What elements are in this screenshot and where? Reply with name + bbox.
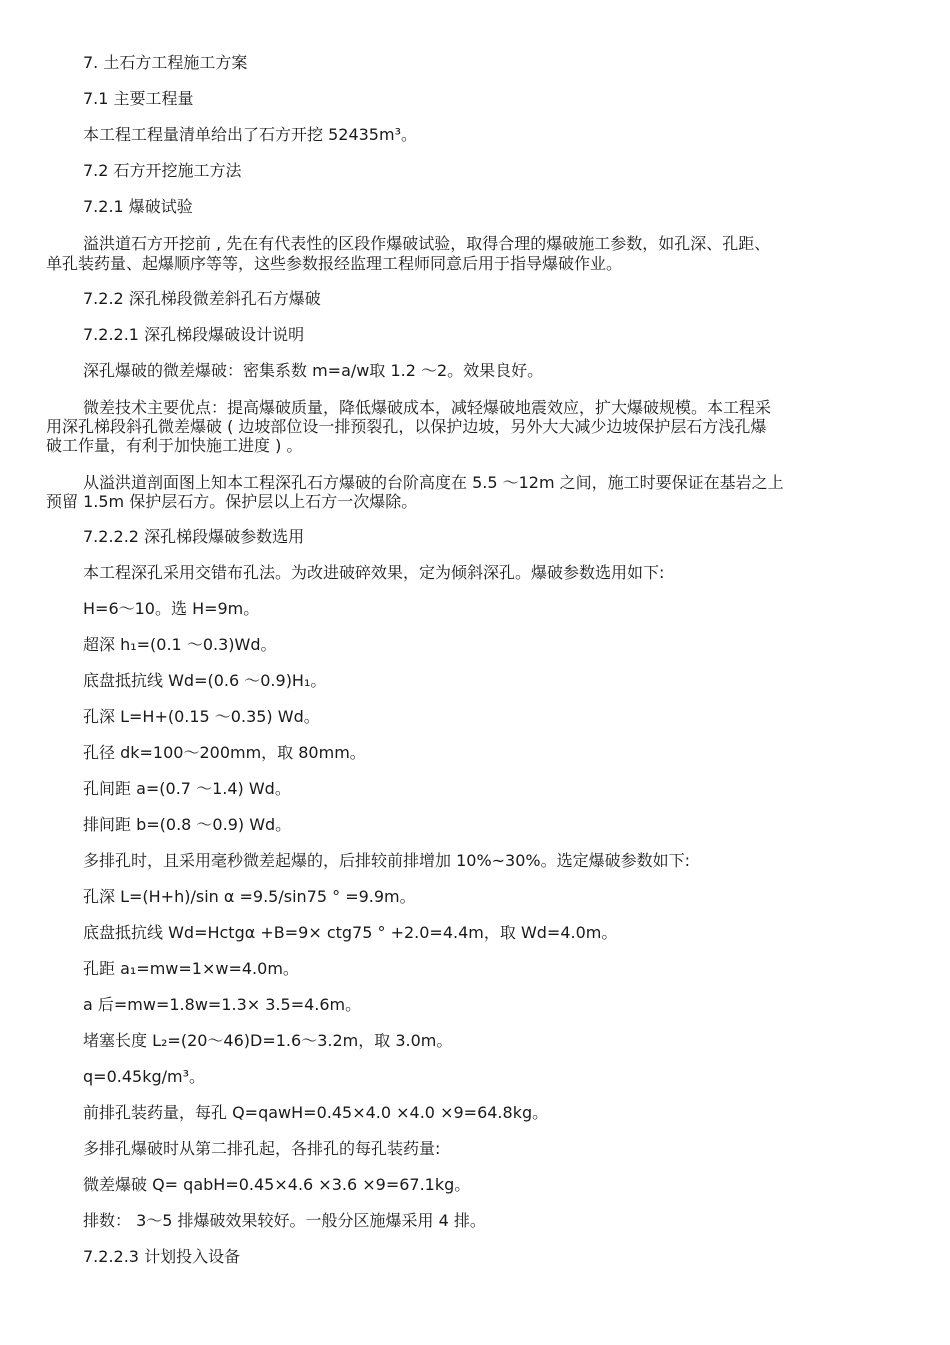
param-row-spacing: 排间距 b=(0.8 ～0.9) Wd。 [83,815,292,834]
param-toe-burden: 底盘抵抗线 Wd=(0.6 ～0.9)H₁。 [83,671,327,690]
calc-delay-charge: 微差爆破 Q= qabH=0.45×4.6 ×3.6 ×9=67.1kg。 [83,1175,471,1194]
calc-spacing-rear: a 后=mw=1.8w=1.3× 3.5=4.6m。 [83,995,362,1014]
heading-7-2-1: 7.2.1 爆破试验 [83,197,193,216]
paragraph-bench-line-2: 预留 1.5m 保护层石方。保护层以上石方一次爆除。 [46,492,418,511]
param-hole-diameter: 孔径 dk=100～200mm，取 80mm。 [83,743,366,762]
subsection-heading-7-2: 7.2 石方开挖施工方法 [83,161,242,180]
paragraph-multi-row: 多排孔时，且采用毫秒微差起爆的，后排较前排增加 10%~30%。选定爆破参数如下: [83,851,691,870]
heading-7-2-2-1: 7.2.2.1 深孔梯段爆破设计说明 [83,325,305,344]
paragraph-test-line-2: 单孔装药量、起爆顺序等等，这些参数报经监理工程师同意后用于指导爆破作业。 [46,254,623,273]
calc-powder-factor: q=0.45kg/m³。 [83,1067,206,1086]
calc-front-charge: 前排孔装药量，每孔 Q=qawH=0.45×4.0 ×4.0 ×9=64.8kg。 [83,1103,549,1122]
heading-7-2-2: 7.2.2 深孔梯段微差斜孔石方爆破 [83,289,321,308]
param-hole-spacing: 孔间距 a=(0.7 ～1.4) Wd。 [83,779,291,798]
paragraph-advantages-line-2: 用深孔梯段斜孔微差爆破 ( 边坡部位设一排预裂孔，以保护边坡，另外大大减少边坡保护层石方浅孔爆 [46,417,767,436]
calc-spacing-front: 孔距 a₁=mw=1×w=4.0m。 [83,959,299,978]
paragraph-row-count: 排数： 3～5 排爆破效果较好。一般分区施爆采用 4 排。 [83,1211,486,1230]
param-bench-height: H=6～10。选 H=9m。 [83,599,260,618]
calc-stemming-length: 堵塞长度 L₂=(20～46)D=1.6～3.2m，取 3.0m。 [83,1031,453,1050]
param-overdrill: 超深 h₁=(0.1 ～0.3)Wd。 [83,635,277,654]
subsection-heading-7-1: 7.1 主要工程量 [83,89,194,108]
calc-hole-depth: 孔深 L=(H+h)/sin α =9.5/sin75 ° =9.9m。 [83,887,416,906]
paragraph-bench-line-1: 从溢洪道剖面图上知本工程深孔石方爆破的台阶高度在 5.5 ～12m 之间，施工时要保证在基岩之上 [83,473,784,492]
param-hole-depth: 孔深 L=H+(0.15 ～0.35) Wd。 [83,707,320,726]
paragraph-density-factor: 深孔爆破的微差爆破：密集系数 m=a/w取 1.2 ～2。效果良好。 [83,361,544,380]
heading-7-2-2-3: 7.2.2.3 计划投入设备 [83,1247,241,1266]
paragraph-advantages-line-1: 微差技术主要优点：提高爆破质量，降低爆破成本，减轻爆破地震效应，扩大爆破规模。本工程采 [83,398,772,417]
paragraph-test-line-1: 溢洪道石方开挖前 , 先在有代表性的区段作爆破试验，取得合理的爆破施工参数，如孔深、孔距、 [83,234,771,253]
paragraph-advantages-line-3: 破工作量，有利于加快施工进度 ) 。 [46,436,303,455]
calc-toe-burden: 底盘抵抗线 Wd=Hctgα +B=9× ctg75 ° +2.0=4.4m，取 Wd=4.0m。 [83,923,618,942]
section-heading-7: 7. 土石方工程施工方案 [83,53,248,72]
paragraph-multi-row-charge: 多排孔爆破时从第二排孔起，各排孔的每孔装药量: [83,1139,441,1158]
heading-7-2-2-2: 7.2.2.2 深孔梯段爆破参数选用 [83,527,305,546]
paragraph-quantity: 本工程工程量清单给出了石方开挖 52435m³。 [83,125,417,144]
paragraph-layout: 本工程深孔采用交错布孔法。为改进破碎效果，定为倾斜深孔。爆破参数选用如下: [83,563,665,582]
